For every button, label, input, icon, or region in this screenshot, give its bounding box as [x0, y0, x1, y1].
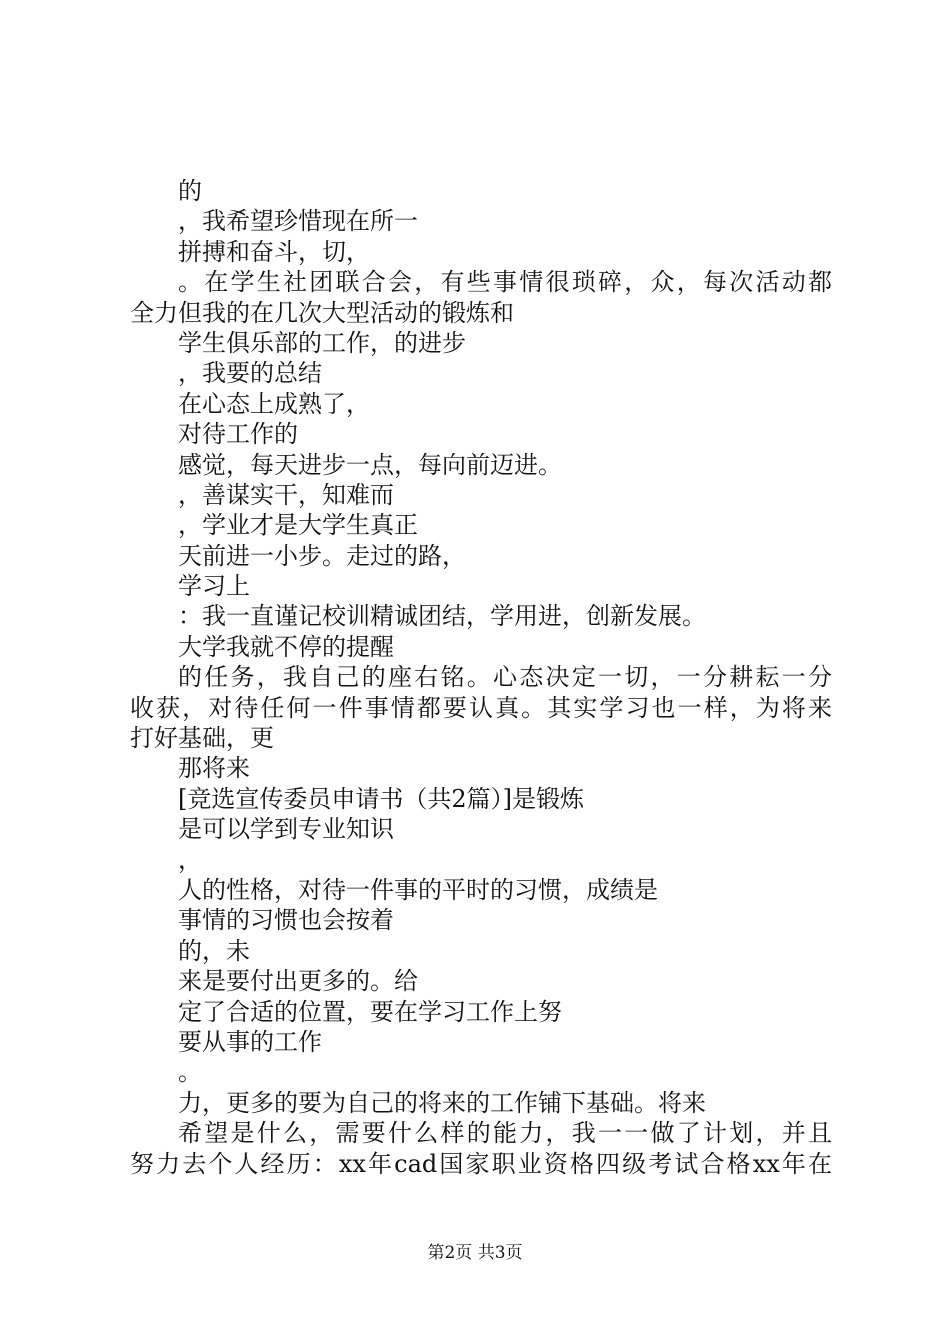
body-line: 学习上	[178, 572, 250, 601]
body-line: 感觉，每天进步一点，每向前迈进。	[178, 450, 562, 479]
body-line: 的	[178, 177, 202, 205]
body-line: 的任务，我自己的座右铭。心态决定一切，一分耕耘一分	[178, 663, 832, 692]
body-line: 天前进一小步。走过的路，	[178, 541, 466, 570]
body-line: 。在学生社团联合会，有些事情很琐碎，众，每次活动都	[178, 268, 832, 297]
body-line: 要从事的工作	[178, 1027, 322, 1056]
body-line: 打好基础，更	[130, 724, 274, 753]
body-line: 学生俱乐部的工作，的进步	[178, 328, 466, 357]
body-line: [竞选宣传委员申请书（共2篇）]是锻炼	[178, 784, 584, 813]
body-line: ，善谋实干，知难而	[178, 480, 394, 509]
body-line: 事情的习惯也会按着	[178, 906, 394, 935]
body-line: ，学业才是大学生真正	[178, 511, 418, 540]
body-line: 力，更多的要为自己的将来的工作铺下基础。将来	[178, 1088, 706, 1117]
body-line: 大学我就不停的提醒	[178, 632, 394, 661]
body-line: 人的性格，对待一件事的平时的习惯，成绩是	[178, 875, 658, 904]
body-line: 收获，对待任何一件事情都要认真。其实学习也一样，为将来	[130, 693, 832, 722]
body-line: 的，未	[178, 936, 250, 965]
body-line: ，我要的总结	[178, 359, 322, 388]
body-line: 在心态上成熟了，	[178, 389, 370, 418]
page-footer: 第2页 共3页	[427, 1243, 523, 1263]
body-line: 是可以学到专业知识	[178, 815, 394, 844]
body-line: 努力去个人经历：xx年cad国家职业资格四级考试合格xx年在	[130, 1149, 832, 1178]
body-line: 全力但我的在几次大型活动的锻炼和	[130, 298, 514, 327]
body-line: 。	[178, 1058, 202, 1087]
body-line: ，我希望珍惜现在所一	[178, 207, 418, 236]
body-line: 那将来	[178, 754, 250, 783]
body-line: 对待工作的	[178, 420, 298, 449]
body-line: ，	[178, 845, 202, 874]
body-line: 拼搏和奋斗，切，	[178, 237, 370, 266]
body-line: 希望是什么，需要什么样的能力，我一一做了计划，并且	[178, 1119, 832, 1148]
document-body	[130, 176, 832, 1179]
body-line: 来是要付出更多的。给	[178, 967, 418, 996]
body-line: 定了合适的位置，要在学习工作上努	[178, 997, 562, 1026]
body-line: ：我一直谨记校训精诚团结，学用进，创新发展。	[178, 602, 706, 631]
